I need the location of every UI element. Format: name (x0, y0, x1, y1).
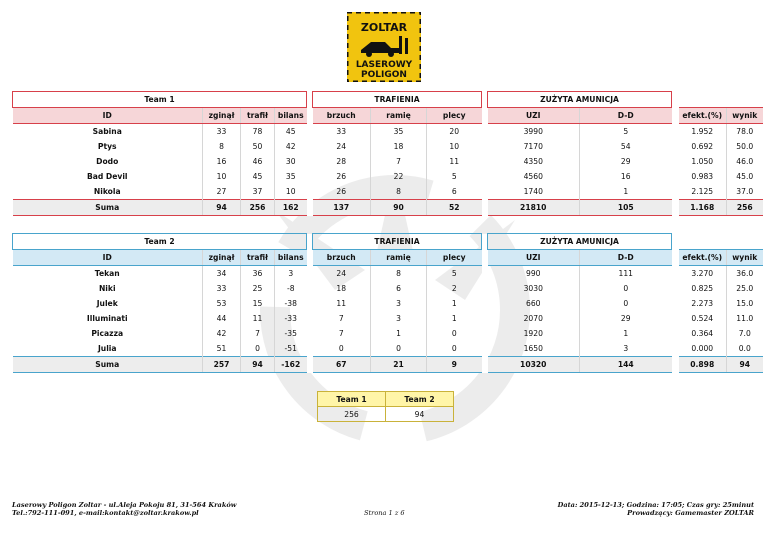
team1-name: Team 1 (13, 92, 307, 108)
team2-ammo-header: ZUŻYTA AMUNICJA (488, 234, 672, 250)
cell: 18 (371, 139, 427, 154)
col-uzi: UZI (488, 250, 580, 266)
summary-team2-label: Team 2 (386, 392, 454, 407)
cell: 0 (338, 344, 344, 353)
col-zginal: zginął (203, 250, 241, 266)
cell: 26 (336, 172, 347, 181)
col-dd: D-D (580, 108, 672, 124)
cell: 162 (275, 200, 307, 216)
col-brzuch: brzuch (313, 250, 371, 266)
cell: 37 (241, 184, 275, 200)
cell: 0.0 (727, 341, 763, 357)
player-id: Picazza (91, 329, 124, 338)
cell: 33 (203, 281, 241, 296)
sum-row (13, 357, 763, 373)
summary-team1-score: 256 (318, 407, 386, 422)
svg-text:ZOLTAR: ZOLTAR (360, 21, 408, 34)
summary-team1-label: Team 1 (318, 392, 386, 407)
cell: 7 (338, 329, 344, 338)
table-row (13, 311, 763, 326)
cell: 26 (336, 187, 347, 196)
cell: 1 (427, 296, 482, 311)
col-id: ID (13, 108, 203, 124)
cell: 52 (427, 200, 482, 216)
col-wynik: wynik (727, 108, 763, 124)
cell: 8 (203, 139, 241, 154)
player-id: Niki (98, 284, 116, 293)
team1-ammo-header: ZUŻYTA AMUNICJA (488, 92, 672, 108)
cell: 24 (336, 142, 347, 151)
table-row (13, 296, 763, 311)
cell: 0 (371, 341, 427, 357)
col-ramie: ramię (371, 108, 427, 124)
table-row (13, 169, 763, 184)
svg-text:LASEROWY: LASEROWY (355, 60, 413, 70)
footer-address: Laserowy Poligon Zoltar - ul.Aleja Pokoju 81, 31-564 Kraków (12, 501, 237, 509)
cell: 7 (241, 326, 275, 341)
cell: 34 (203, 266, 241, 282)
cell: 0.825 (691, 284, 714, 293)
team2-name: Team 2 (13, 234, 307, 250)
cell: 42 (203, 326, 241, 341)
summary-team2-score: 94 (386, 407, 454, 422)
cell: 16 (580, 169, 672, 184)
cell: 90 (371, 200, 427, 216)
cell: 27 (203, 184, 241, 200)
cell: 78 (241, 124, 275, 140)
cell: 33 (203, 124, 241, 140)
score-summary-table (317, 391, 454, 422)
cell: 11.0 (727, 311, 763, 326)
cell: 10320 (488, 357, 580, 373)
cell: 3030 (523, 284, 543, 293)
cell: -8 (275, 281, 307, 296)
cell: 15 (241, 296, 275, 311)
cell: 3990 (523, 127, 543, 136)
cell: 35 (371, 124, 427, 140)
cell: 8 (371, 184, 427, 200)
cell: 0 (580, 296, 672, 311)
cell: 0 (427, 326, 482, 341)
player-id: Dodo (96, 157, 119, 166)
cell: 2.273 (691, 299, 714, 308)
cell: 257 (203, 357, 241, 373)
cell: -35 (275, 326, 307, 341)
footer-left (12, 501, 236, 517)
cell: 29 (580, 311, 672, 326)
cell: 5 (427, 169, 482, 184)
cell: 3 (580, 341, 672, 357)
cell: 94 (727, 357, 763, 373)
footer-contact: Tel.:792-111-091, e-mail:kontakt@zoltar.krakow.pl (12, 509, 199, 517)
cell: 36 (241, 266, 275, 282)
table-row (13, 184, 763, 200)
cell: 25 (241, 281, 275, 296)
cell: 44 (203, 311, 241, 326)
cell: 46.0 (727, 154, 763, 169)
cell: 11 (241, 311, 275, 326)
cell: 7170 (523, 142, 543, 151)
player-id: Julek (96, 299, 118, 308)
cell: 51 (203, 341, 241, 357)
table-row (13, 266, 763, 282)
cell: 11 (336, 299, 347, 308)
cell: 33 (336, 127, 347, 136)
cell: 990 (526, 269, 541, 278)
cell: 42 (275, 139, 307, 154)
cell: 37.0 (727, 184, 763, 200)
player-id: Ptys (97, 142, 117, 151)
team2-table (12, 233, 763, 373)
cell: 6 (427, 184, 482, 200)
cell: 21 (371, 357, 427, 373)
player-id: Illuminati (86, 314, 128, 323)
cell: 15.0 (727, 296, 763, 311)
sum-label: Suma (13, 357, 203, 373)
cell: 0.000 (691, 344, 714, 353)
cell: 10 (203, 169, 241, 184)
cell: 0.983 (691, 172, 714, 181)
cell: 3.270 (691, 269, 714, 278)
cell: 21810 (488, 200, 580, 216)
cell: 50 (241, 139, 275, 154)
table-row (13, 124, 763, 140)
cell: 3 (275, 266, 307, 282)
cell: 54 (580, 139, 672, 154)
col-efekt: efekt.(%) (679, 250, 727, 266)
cell: 0.898 (679, 357, 727, 373)
cell: 8 (371, 266, 427, 282)
col-bilans: bilans (275, 108, 307, 124)
cell: 7 (371, 154, 427, 169)
player-id: Sabina (92, 127, 122, 136)
cell: 144 (580, 357, 672, 373)
cell: 25.0 (727, 281, 763, 296)
cell: 256 (241, 200, 275, 216)
player-id: Nikola (93, 187, 121, 196)
cell: 36.0 (727, 266, 763, 282)
footer-gamemaster: Prowadzący: Gamemaster ZOLTAR (627, 509, 754, 517)
sum-row (13, 200, 763, 216)
col-zginal: zginął (203, 108, 241, 124)
cell: 2.125 (691, 187, 714, 196)
cell: 0 (427, 341, 482, 357)
cell: 2 (427, 281, 482, 296)
cell: 11 (427, 154, 482, 169)
cell: 1 (427, 311, 482, 326)
col-ramie: ramię (371, 250, 427, 266)
zoltar-logo (347, 12, 421, 82)
cell: 24 (336, 269, 347, 278)
cell: 53 (203, 296, 241, 311)
table-row (13, 326, 763, 341)
cell: 1920 (523, 329, 543, 338)
cell: 46 (241, 154, 275, 169)
cell: 30 (275, 154, 307, 169)
cell: 0 (580, 281, 672, 296)
cell: 18 (336, 284, 347, 293)
cell: -38 (275, 296, 307, 311)
page-number: Strona 1 z 6 (364, 509, 405, 517)
col-wynik: wynik (727, 250, 763, 266)
cell: 660 (526, 299, 541, 308)
col-bilans: bilans (275, 250, 307, 266)
footer-right (558, 501, 754, 517)
cell: 20 (427, 124, 482, 140)
cell: 45.0 (727, 169, 763, 184)
cell: 105 (580, 200, 672, 216)
cell: 35 (275, 169, 307, 184)
col-plecy: plecy (427, 108, 482, 124)
cell: -162 (275, 357, 307, 373)
cell: 6 (371, 281, 427, 296)
cell: 9 (427, 357, 482, 373)
cell: 2070 (523, 314, 543, 323)
cell: 7 (338, 314, 344, 323)
cell: 28 (336, 157, 347, 166)
cell: 50.0 (727, 139, 763, 154)
cell: 0.364 (691, 329, 714, 338)
cell: 7.0 (727, 326, 763, 341)
table-row (13, 154, 763, 169)
cell: 4350 (523, 157, 543, 166)
cell: 5 (427, 266, 482, 282)
col-trafil: trafił (241, 250, 275, 266)
col-id: ID (13, 250, 203, 266)
cell: 0.692 (691, 142, 714, 151)
cell: 0 (241, 341, 275, 357)
cell: 22 (371, 169, 427, 184)
cell: 1 (580, 326, 672, 341)
table-row (13, 281, 763, 296)
cell: 29 (580, 154, 672, 169)
cell: 94 (241, 357, 275, 373)
cell: -51 (275, 341, 307, 357)
cell: 94 (203, 200, 241, 216)
svg-text:POLIGON: POLIGON (361, 70, 407, 80)
cell: 16 (203, 154, 241, 169)
col-brzuch: brzuch (313, 108, 371, 124)
cell: 5 (580, 124, 672, 140)
table-row (13, 341, 763, 357)
cell: 256 (727, 200, 763, 216)
cell: 1 (371, 326, 427, 341)
sum-label: Suma (13, 200, 203, 216)
col-plecy: plecy (427, 250, 482, 266)
cell: 45 (241, 169, 275, 184)
player-id: Julia (97, 344, 117, 353)
cell: 1 (580, 184, 672, 200)
cell: 10 (427, 139, 482, 154)
team1-table (12, 91, 763, 216)
cell: 137 (313, 200, 371, 216)
cell: 78.0 (727, 124, 763, 140)
cell: 1.168 (679, 200, 727, 216)
team2-trafienia-header: TRAFIENIA (313, 234, 482, 250)
col-uzi: UZI (488, 108, 580, 124)
cell: 111 (580, 266, 672, 282)
cell: 10 (275, 184, 307, 200)
cell: 1740 (523, 187, 543, 196)
cell: 3 (371, 311, 427, 326)
col-dd: D-D (580, 250, 672, 266)
cell: 4560 (523, 172, 543, 181)
cell: 1650 (523, 344, 543, 353)
team1-trafienia-header: TRAFIENIA (313, 92, 482, 108)
player-id: Bad Devil (86, 172, 128, 181)
footer-date: Data: 2015-12-13; Godzina: 17:05; Czas gry: 25minut (557, 501, 754, 509)
cell: 3 (371, 296, 427, 311)
cell: -33 (275, 311, 307, 326)
cell: 1.952 (691, 127, 714, 136)
cell: 0.524 (691, 314, 714, 323)
cell: 67 (313, 357, 371, 373)
col-trafil: trafił (241, 108, 275, 124)
player-id: Tekan (94, 269, 120, 278)
cell: 1.050 (691, 157, 714, 166)
cell: 45 (275, 124, 307, 140)
col-efekt: efekt.(%) (679, 108, 727, 124)
table-row (13, 139, 763, 154)
